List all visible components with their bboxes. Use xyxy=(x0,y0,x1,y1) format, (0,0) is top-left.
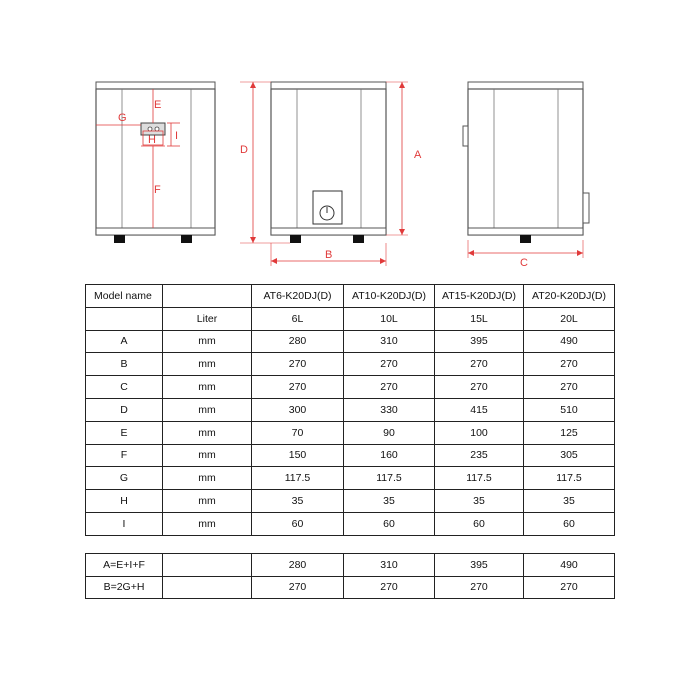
bracket-hole xyxy=(155,127,159,131)
back-view-foot xyxy=(181,235,192,243)
table-cell: 270 xyxy=(435,353,524,376)
dim-label-d: D xyxy=(240,144,248,156)
table-row xyxy=(86,554,615,577)
table-cell: 60 xyxy=(524,512,615,535)
table-cell: mm xyxy=(163,330,252,353)
table-cell: 280 xyxy=(252,330,344,353)
back-view-foot xyxy=(114,235,125,243)
dim-arrow-up xyxy=(399,82,405,88)
table-cell: mm xyxy=(163,467,252,490)
table-cell: 490 xyxy=(524,554,615,577)
specification-table-body xyxy=(86,285,615,536)
dim-label-h: H xyxy=(148,134,156,146)
table-cell: mm xyxy=(163,490,252,513)
table-cell: 310 xyxy=(344,330,435,353)
table-cell: 117.5 xyxy=(344,467,435,490)
table-cell: 60 xyxy=(344,512,435,535)
back-view xyxy=(96,82,215,243)
table-cell: 270 xyxy=(435,376,524,399)
dim-arrow-right xyxy=(380,258,386,264)
table-cell: 35 xyxy=(524,490,615,513)
side-view-control-knob xyxy=(583,193,589,223)
side-view-base xyxy=(468,228,583,235)
table-cell: AT20-K20DJ(D) xyxy=(524,285,615,308)
table-cell: 270 xyxy=(252,376,344,399)
table-cell: 415 xyxy=(435,398,524,421)
table-cell: 160 xyxy=(344,444,435,467)
table-cell: 90 xyxy=(344,421,435,444)
table-row xyxy=(86,376,615,399)
table-cell: 125 xyxy=(524,421,615,444)
dim-label-c: C xyxy=(520,257,528,269)
side-view-bracket xyxy=(463,126,468,146)
dim-arrow-right xyxy=(577,250,583,256)
table-cell xyxy=(163,285,252,308)
table-cell: 100 xyxy=(435,421,524,444)
table-header-row xyxy=(86,285,615,308)
table-cell: E xyxy=(86,421,163,444)
table-cell: 35 xyxy=(344,490,435,513)
specification-table xyxy=(85,284,615,536)
table-cell: mm xyxy=(163,376,252,399)
front-view-foot xyxy=(353,235,364,243)
table-cell: 310 xyxy=(344,554,435,577)
table-cell: 305 xyxy=(524,444,615,467)
dim-arrow-up xyxy=(250,82,256,88)
table-cell: Liter xyxy=(163,307,252,330)
front-view xyxy=(240,82,422,266)
side-view-body xyxy=(468,89,583,235)
table-cell: 270 xyxy=(435,576,524,599)
bracket-hole xyxy=(148,127,152,131)
table-cell: 395 xyxy=(435,554,524,577)
table-cell: 395 xyxy=(435,330,524,353)
table-cell: 20L xyxy=(524,307,615,330)
table-cell: 270 xyxy=(524,576,615,599)
table-cell: H xyxy=(86,490,163,513)
table-cell: AT15-K20DJ(D) xyxy=(435,285,524,308)
table-cell: 270 xyxy=(344,576,435,599)
table-cell: mm xyxy=(163,421,252,444)
table-cell: 330 xyxy=(344,398,435,421)
table-cell: 35 xyxy=(252,490,344,513)
dim-label-a: A xyxy=(414,149,422,161)
table-cell: D xyxy=(86,398,163,421)
front-view-foot xyxy=(290,235,301,243)
dim-label-e: E xyxy=(154,99,162,111)
table-cell: 150 xyxy=(252,444,344,467)
dim-arrow-down xyxy=(399,229,405,235)
table-cell: 280 xyxy=(252,554,344,577)
side-view xyxy=(463,82,589,269)
table-cell: AT10-K20DJ(D) xyxy=(344,285,435,308)
table-cell: A=E+I+F xyxy=(86,554,163,577)
table-row xyxy=(86,421,615,444)
table-cell: 117.5 xyxy=(252,467,344,490)
front-view-base xyxy=(271,228,386,235)
table-cell: 117.5 xyxy=(524,467,615,490)
table-cell: 6L xyxy=(252,307,344,330)
table-row xyxy=(86,330,615,353)
dim-arrow-left xyxy=(271,258,277,264)
table-cell: 270 xyxy=(524,353,615,376)
table-row xyxy=(86,576,615,599)
table-cell: 510 xyxy=(524,398,615,421)
table-row xyxy=(86,512,615,535)
table-cell: B=2G+H xyxy=(86,576,163,599)
dim-label-b: B xyxy=(325,249,333,261)
table-row xyxy=(86,490,615,513)
dim-label-i: I xyxy=(175,130,179,142)
back-view-base xyxy=(96,228,215,235)
table-cell: 270 xyxy=(344,353,435,376)
dim-arrow-left xyxy=(468,250,474,256)
table-cell: 60 xyxy=(252,512,344,535)
dim-label-g: G xyxy=(118,112,127,124)
table-cell xyxy=(163,554,252,577)
table-row xyxy=(86,353,615,376)
table-cell: B xyxy=(86,353,163,376)
table-row xyxy=(86,444,615,467)
table-cell: Model name xyxy=(86,285,163,308)
table-cell xyxy=(86,307,163,330)
table-cell: 60 xyxy=(435,512,524,535)
table-cell: F xyxy=(86,444,163,467)
formula-table-body xyxy=(86,554,615,599)
table-cell: I xyxy=(86,512,163,535)
table-row xyxy=(86,307,615,330)
table-cell: 490 xyxy=(524,330,615,353)
table-cell: A xyxy=(86,330,163,353)
table-cell: 70 xyxy=(252,421,344,444)
table-cell: G xyxy=(86,467,163,490)
table-cell: C xyxy=(86,376,163,399)
table-cell: 117.5 xyxy=(435,467,524,490)
table-cell: AT6-K20DJ(D) xyxy=(252,285,344,308)
table-cell xyxy=(163,576,252,599)
table-cell: 10L xyxy=(344,307,435,330)
dim-arrow-down xyxy=(250,237,256,243)
table-row xyxy=(86,398,615,421)
table-cell: 270 xyxy=(252,576,344,599)
table-cell: 270 xyxy=(344,376,435,399)
formula-table xyxy=(85,553,615,599)
table-cell: 35 xyxy=(435,490,524,513)
table-cell: 235 xyxy=(435,444,524,467)
table-cell: mm xyxy=(163,444,252,467)
side-view-foot xyxy=(520,235,531,243)
table-cell: 270 xyxy=(524,376,615,399)
table-cell: mm xyxy=(163,512,252,535)
dim-label-f: F xyxy=(154,184,161,196)
table-cell: 270 xyxy=(252,353,344,376)
table-cell: mm xyxy=(163,353,252,376)
table-cell: mm xyxy=(163,398,252,421)
table-row xyxy=(86,467,615,490)
table-cell: 300 xyxy=(252,398,344,421)
technical-drawing xyxy=(0,0,700,280)
table-cell: 15L xyxy=(435,307,524,330)
